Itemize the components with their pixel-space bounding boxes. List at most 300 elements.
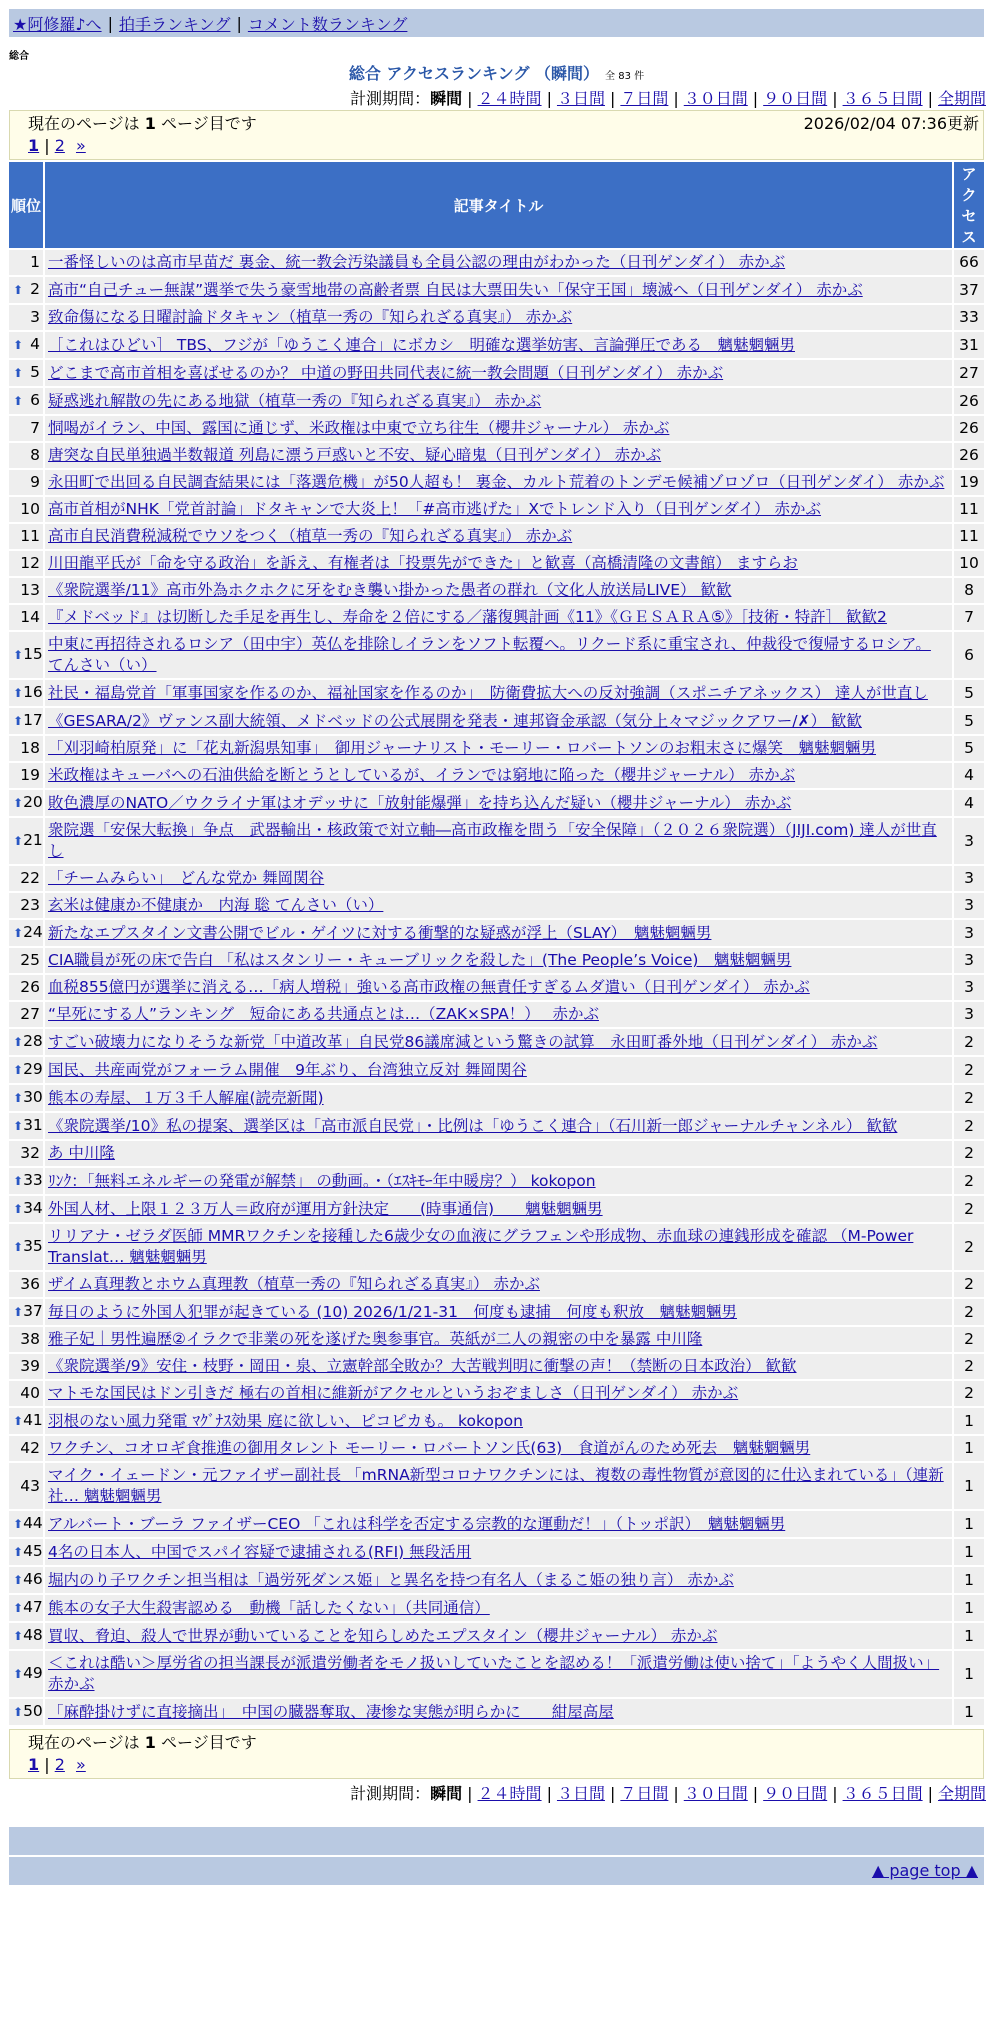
rank-number: 12: [20, 554, 40, 572]
access-count: 1: [954, 1699, 984, 1725]
rank-cell: [9, 948, 43, 973]
rank-cell: [9, 1354, 43, 1379]
table-row: [9, 416, 984, 441]
article-link[interactable]: 高市自民消費税減税でウソをつく（植草一秀の『知られざる真実』） 赤かぶ: [48, 527, 573, 545]
period-separator: |: [832, 89, 838, 108]
article-link[interactable]: マイク・イェードン・元ファイザー副社長 「mRNA新型コロナワクチンには、複数の毒性物質が意図的に仕込まれている」（連新社… 魑魅魍魎男: [48, 1466, 944, 1505]
up-arrow-icon: ⬆: [13, 1573, 24, 1587]
title-cell: [45, 416, 952, 441]
up-arrow-icon: ⬆: [13, 1517, 24, 1531]
rank-number: 13: [20, 581, 40, 599]
access-count: 1: [954, 1623, 984, 1649]
article-link[interactable]: 《衆院選挙/10》私の提案、選挙区は「高市派自民党」・比例は「ゆうこく連合」（石川新一郎ジャーナルチャンネル） 歓歓: [48, 1116, 898, 1135]
title-cell: [45, 277, 952, 303]
access-count: 27: [954, 360, 984, 386]
title-cell: [45, 1511, 952, 1537]
table-row: [9, 632, 984, 678]
article-link[interactable]: 致命傷になる日曜討論ドタキャン（植草一秀の『知られざる真実』） 赤かぶ: [48, 308, 573, 326]
table-row: [9, 388, 984, 414]
title-header: 記事タイトル: [45, 162, 952, 248]
title-cell: [45, 250, 952, 275]
rank-number: 28: [23, 1032, 43, 1050]
title-cell: [45, 1381, 952, 1406]
access-count: 2: [954, 1085, 984, 1111]
period-option[interactable]: 全期間: [937, 89, 986, 108]
period-option[interactable]: ３６５日間: [842, 89, 923, 108]
access-count: 3: [954, 948, 984, 973]
rank-cell: [9, 1002, 43, 1027]
access-count: 3: [954, 975, 984, 1000]
rank-cell: [9, 470, 43, 495]
period-option[interactable]: ２４時間: [477, 89, 542, 108]
rank-cell: [9, 632, 43, 678]
title-cell: [45, 443, 952, 468]
title-cell: [45, 736, 952, 761]
article-link[interactable]: 永田町で出回る自民調査結果には「落選危機」が50人超も！ 裏金、カルト荒着のトンデモ候補ゾロゾロ（日刊ゲンダイ） 赤かぶ: [48, 473, 945, 491]
article-link[interactable]: 唐突な自民単独過半数報道 列島に漂う戸惑いと不安、疑心暗鬼（日刊ゲンダイ） 赤かぶ: [48, 446, 662, 464]
table-row: [9, 305, 984, 330]
article-link[interactable]: 高市“自己チュー無謀”選挙で失う豪雪地帯の高齢者票 自民は大票田失い「保守王国」壊滅へ（日刊ゲンダイ） 赤かぶ: [48, 280, 863, 299]
article-link[interactable]: 中東に再招待されるロシア（田中宇）英仏を排除しイランをソフト転覆へ。リクード系に重宝され、仲裁役で復帰するロシア。 てんさい（い）: [48, 635, 931, 674]
title-cell: [45, 1595, 952, 1621]
rank-cell: [9, 1113, 43, 1139]
home-link[interactable]: ★阿修羅♪へ: [13, 14, 102, 34]
access-count: 2: [954, 1141, 984, 1166]
title-cell: [45, 632, 952, 678]
article-link[interactable]: 社民・福島党首「軍事国家を作るのか、福祉国家を作るのか」 防衛費拡大への反対強調（スポニチアネックス） 達人が世直し: [48, 683, 928, 702]
table-row: [9, 866, 984, 891]
period-separator: |: [467, 89, 473, 108]
table-row: [9, 1196, 984, 1222]
article-link[interactable]: 国民、共産両党がフォーラム開催 9年ぶり、台湾独立反対 舞岡関谷: [48, 1060, 527, 1079]
article-link[interactable]: 「刈羽崎柏原発」に「花丸新潟県知事」 御用ジャーナリスト・モーリー・ロバートソンのお粗末さに爆笑 魑魅魍魎男: [48, 739, 877, 757]
period-label: 計測期間：: [350, 89, 431, 108]
rank-cell: [9, 1463, 43, 1509]
rank-cell: [9, 578, 43, 603]
article-link[interactable]: 「チームみらい」 どんな党か 舞岡関谷: [48, 869, 325, 887]
rank-number: 46: [23, 1570, 43, 1588]
rank-number: 20: [23, 793, 43, 811]
table-row: [9, 975, 984, 1000]
access-count: 1: [954, 1539, 984, 1565]
period-option: 瞬間: [430, 1784, 463, 1803]
nav-separator: |: [236, 13, 242, 33]
rank-number: 23: [20, 896, 40, 914]
page-2-link[interactable]: 2: [54, 136, 65, 155]
article-link[interactable]: CIA職員が死の床で告白 「私はスタンリー・キューブリックを殺した」(The People’s Voice) 魑魅魍魎男: [48, 951, 792, 969]
table-row: [9, 250, 984, 275]
article-link[interactable]: 羽根のない風力発電 ﾏｸﾞﾅｽ効果 庭に欲しい、ピコピカも。 kokopon: [48, 1411, 523, 1430]
title-cell: [45, 360, 952, 386]
title-cell: [45, 388, 952, 414]
up-arrow-icon: ⬆: [13, 1174, 24, 1188]
section-label: 総合: [9, 51, 29, 62]
period-selector-bottom: [0, 1783, 993, 1805]
up-arrow-icon: ⬆: [13, 834, 24, 848]
access-count: 2: [954, 1299, 984, 1325]
access-count: 2: [954, 1272, 984, 1297]
title-cell: [45, 1699, 952, 1725]
access-count: 37: [954, 277, 984, 303]
up-arrow-icon: ⬆: [13, 338, 24, 352]
rank-number: 42: [20, 1439, 40, 1457]
title-cell: [45, 305, 952, 330]
table-row: [9, 1567, 984, 1593]
up-arrow-icon: ⬆: [13, 648, 24, 662]
article-link[interactable]: 《衆院選挙/9》安住・枝野・岡田・泉、立憲幹部全敗か？大苦戦判明に衝撃の声！（禁断の日本政治） 歓歓: [48, 1357, 797, 1375]
rank-number: 41: [23, 1411, 43, 1429]
rank-number: 36: [20, 1275, 40, 1293]
period-separator: |: [609, 89, 616, 108]
table-row: [9, 470, 984, 495]
article-link[interactable]: 《衆院選挙/11》高市外為ホクホクに牙をむき襲い掛かった愚者の群れ（文化人放送局LIVE） 歓歓: [48, 581, 732, 599]
rank-cell: [9, 893, 43, 918]
rank-number: 10: [20, 500, 40, 518]
title-cell: [45, 1141, 952, 1166]
table-row: [9, 1408, 984, 1434]
access-count: 1: [954, 1436, 984, 1461]
title-cell: [45, 1623, 952, 1649]
rank-number: 26: [20, 978, 40, 996]
table-row: [9, 920, 984, 946]
up-arrow-icon: ⬆: [13, 1705, 24, 1719]
article-link[interactable]: 『メドベッド』は切断した手足を再生し、寿命を２倍にする／藩復興計画《11》《ＧＥＳＡＲＡ⑤》［技術・特許］ 歓歓2: [48, 608, 887, 626]
period-separator: |: [467, 1784, 473, 1803]
article-link[interactable]: 疑惑逃れ解散の先にある地獄（植草一秀の『知られざる真実』） 赤かぶ: [48, 391, 542, 410]
page-top-bar: [9, 1857, 984, 1885]
up-arrow-icon: ⬆: [13, 1063, 24, 1077]
access-count: 33: [954, 305, 984, 330]
title-cell: [45, 1408, 952, 1434]
title-cell: [45, 578, 952, 603]
title-cell: [45, 1539, 952, 1565]
title-cell: [45, 551, 952, 576]
article-link[interactable]: すごい破壊力になりそうな新党「中道改革」自民党86議席減という驚きの試算 永田町番外地（日刊ゲンダイ） 赤かぶ: [48, 1032, 878, 1051]
page-status-box-bottom: [9, 1729, 984, 1779]
rank-cell: [9, 680, 43, 706]
article-link[interactable]: ﾘﾝｸ：「無料エネルギーの発電が解禁」 の動画。・（ｴｽｷﾓｰ年中暖房？） kokopon: [48, 1171, 596, 1190]
article-link[interactable]: どこまで高市首相を喜ばせるのか？ 中道の野田共同代表に統一教会問題（日刊ゲンダイ） 赤かぶ: [48, 363, 724, 382]
period-separator: |: [752, 89, 759, 108]
pagination: 1 | 2 »: [28, 1755, 86, 1774]
table-row: [9, 736, 984, 761]
rank-cell: [9, 1029, 43, 1055]
rank-cell: [9, 1168, 43, 1194]
rank-cell: [9, 1436, 43, 1461]
up-arrow-icon: ⬆: [13, 394, 24, 408]
rank-header: 順位: [9, 162, 43, 248]
title-cell: [45, 470, 952, 495]
clap-ranking-link[interactable]: 拍手ランキング: [118, 14, 231, 34]
up-arrow-icon: ⬆: [13, 1202, 24, 1216]
top-nav: [9, 9, 984, 37]
access-count: 5: [954, 736, 984, 761]
rank-number: 33: [23, 1171, 43, 1189]
period-option: 瞬間: [430, 89, 463, 108]
rank-cell: [9, 416, 43, 441]
rank-number: 37: [23, 1302, 43, 1320]
period-option[interactable]: ７日間: [620, 89, 669, 108]
rank-number: 5: [30, 363, 40, 381]
period-option[interactable]: ７日間: [620, 1784, 669, 1803]
rank-number: 34: [23, 1199, 43, 1217]
article-link[interactable]: 一番怪しいのは高市早苗だ 裏金、統一教会汚染議員も全員公認の理由がわかった（日刊ゲンダイ） 赤かぶ: [48, 253, 786, 271]
table-row: [9, 893, 984, 918]
article-link[interactable]: 玄米は健康か不健康か 内海 聡 てんさい（い）: [48, 896, 384, 914]
article-link[interactable]: 新たなエプスタイン文書公開でビル・ゲイツに対する衝撃的な疑惑が浮上（SLAY） 魑魅魍魎男: [48, 923, 712, 942]
access-count: 5: [954, 680, 984, 706]
title-cell: [45, 680, 952, 706]
period-separator: |: [673, 89, 679, 108]
access-count: 2: [954, 1327, 984, 1352]
period-separator: |: [752, 1784, 759, 1803]
access-count: 1: [954, 1408, 984, 1434]
rank-cell: [9, 1327, 43, 1352]
up-arrow-icon: ⬆: [13, 1601, 24, 1615]
article-link[interactable]: 血税855億円が選挙に消える…「病人増税」強いる高市政権の無責任すぎるムダ遣い（日刊ゲンダイ） 赤かぶ: [48, 978, 810, 996]
table-row: [9, 277, 984, 303]
table-row: [9, 1029, 984, 1055]
access-count: 2: [954, 1381, 984, 1406]
table-row: [9, 708, 984, 734]
next-page-link[interactable]: »: [75, 136, 86, 155]
table-row: [9, 818, 984, 864]
access-count: 7: [954, 605, 984, 630]
access-count: 3: [954, 920, 984, 946]
rank-cell: [9, 388, 43, 414]
rank-cell: [9, 497, 43, 522]
rank-number: 35: [23, 1237, 43, 1255]
page-title-row: [0, 61, 993, 84]
rank-number: 32: [20, 1144, 40, 1162]
article-link[interactable]: 衆院選「安保大転換」争点 武器輸出・核政策で対立軸―高市政権を問う「安全保障」（２０２６衆院選）（JIJI.com) 達人が世直し: [48, 821, 937, 860]
updated-time: 2026/02/04 07:36更新: [803, 114, 979, 133]
article-link[interactable]: アルバート・ブーラ ファイザーCEO 「これは科学を否定する宗教的な運動だ！」（トッポ訳） 魑魅魍魎男: [48, 1514, 786, 1533]
rank-cell: [9, 1224, 43, 1270]
article-link[interactable]: 敗色濃厚のNATO／ウクライナ軍はオデッサに「放射能爆弾」を持ち込んだ疑い（櫻井ジャーナル） 赤かぶ: [48, 793, 792, 812]
rank-cell: [9, 305, 43, 330]
rank-number: 11: [20, 527, 40, 545]
table-row: [9, 1085, 984, 1111]
rank-number: 4: [30, 335, 40, 353]
rank-cell: [9, 1567, 43, 1593]
article-link[interactable]: 「麻酔掛けずに直接摘出」 中国の臓器奪取、凄惨な実態が明らかに 紺屋高屋: [48, 1702, 614, 1721]
rank-number: 39: [20, 1357, 40, 1375]
title-cell: [45, 948, 952, 973]
period-separator: |: [927, 1784, 933, 1803]
rank-cell: [9, 1623, 43, 1649]
access-count: 26: [954, 388, 984, 414]
title-cell: [45, 818, 952, 864]
access-count: 1: [954, 1463, 984, 1509]
access-count: 2: [954, 1113, 984, 1139]
article-link[interactable]: あ 中川隆: [48, 1144, 115, 1162]
rank-number: 31: [23, 1116, 43, 1134]
table-row: [9, 948, 984, 973]
article-link[interactable]: 米政権はキューバへの石油供給を断とうとしているが、イランでは窮地に陥った（櫻井ジャーナル） 赤かぶ: [48, 766, 796, 784]
title-cell: [45, 1057, 952, 1083]
table-row: [9, 332, 984, 358]
up-arrow-icon: ⬆: [13, 1091, 24, 1105]
total-count: 全 83 件: [605, 71, 645, 82]
rank-number: 14: [20, 608, 40, 626]
next-page-link[interactable]: »: [75, 1755, 86, 1774]
article-link[interactable]: リリアナ・ゼラダ医師 MMRワクチンを接種した6歳少女の血液にグラフェンや形成物、赤血球の連銭形成を確認 （M-Power Translat… 魑魅魍魎男: [48, 1227, 914, 1266]
period-separator: |: [832, 1784, 838, 1803]
title-cell: [45, 1085, 952, 1111]
rank-number: 49: [23, 1664, 43, 1682]
page-status: 現在のページは 1 ページ目です: [28, 1733, 257, 1752]
period-option[interactable]: ３日間: [556, 1784, 605, 1803]
access-count: 19: [954, 470, 984, 495]
access-count: 3: [954, 1002, 984, 1027]
rank-cell: [9, 818, 43, 864]
rank-number: 45: [23, 1542, 43, 1560]
rank-cell: [9, 443, 43, 468]
article-link[interactable]: 4名の日本人、中国でスパイ容疑で逮捕される(RFI) 無段活用: [48, 1542, 472, 1561]
rank-cell: [9, 250, 43, 275]
table-row: [9, 1623, 984, 1649]
rank-cell: [9, 1299, 43, 1325]
access-count: 1: [954, 1511, 984, 1537]
table-row: [9, 1354, 984, 1379]
rank-cell: [9, 332, 43, 358]
article-link[interactable]: マトモな国民はドン引きだ 極右の首相に維新がアクセルというおぞましさ（日刊ゲンダイ） 赤かぶ: [48, 1384, 739, 1402]
up-arrow-icon: ⬆: [13, 1667, 24, 1681]
rank-cell: [9, 736, 43, 761]
rank-cell: [9, 1196, 43, 1222]
footer-bar: [9, 1827, 984, 1855]
title-cell: [45, 1354, 952, 1379]
title-cell: [45, 1299, 952, 1325]
table-row: [9, 1511, 984, 1537]
article-link[interactable]: 《GESARA/2》ヴァンス副大統領、メドベッドの公式展開を発表・連邦資金承認（気分上々マジックアワー/✗） 歓歓: [48, 711, 862, 730]
table-row: [9, 1057, 984, 1083]
article-link[interactable]: 毎日のように外国人犯罪が起きている (10) 2026/1/21-31 何度も逮捕 何度も釈放 魑魅魍魎男: [48, 1302, 737, 1321]
table-row: [9, 680, 984, 706]
access-count: 66: [954, 250, 984, 275]
article-link[interactable]: ［これはひどい］ TBS、フジが「ゆうこく連合」にボカシ 明確な選挙妨害、言論弾圧である 魑魅魍魎男: [48, 335, 795, 354]
title-cell: [45, 1567, 952, 1593]
up-arrow-icon: ⬆: [13, 1305, 24, 1319]
title-cell: [45, 1113, 952, 1139]
period-option[interactable]: 全期間: [937, 1784, 986, 1803]
table-row: [9, 1595, 984, 1621]
rank-cell: [9, 790, 43, 816]
period-option[interactable]: ９０日間: [763, 1784, 828, 1803]
rank-number: 15: [23, 645, 43, 663]
period-separator: |: [546, 1784, 552, 1803]
article-link[interactable]: 雅子妃｜男性遍歴②イラクで非業の死を遂げた奥参事官。英紙が二人の親密の中を暴露 中川隆: [48, 1330, 703, 1348]
period-option[interactable]: ２４時間: [477, 1784, 542, 1803]
article-link[interactable]: 買収、脅迫、殺人で世界が動いていることを知らしめたエプスタイン（櫻井ジャーナル） 赤かぶ: [48, 1626, 718, 1645]
table-row: [9, 763, 984, 788]
nav-separator: |: [107, 13, 113, 33]
period-option[interactable]: ３０日間: [683, 1784, 748, 1803]
table-row: [9, 1224, 984, 1270]
title-cell: [45, 763, 952, 788]
rank-number: 8: [30, 446, 40, 464]
comment-ranking-link[interactable]: コメント数ランキング: [247, 14, 408, 34]
rank-number: 22: [20, 869, 40, 887]
rank-number: 16: [23, 683, 43, 701]
access-count: 4: [954, 763, 984, 788]
article-link[interactable]: 川田龍平氏が「命を守る政治」を訴え、有権者は「投票先ができた」と歓喜（高橋清隆の文書館） ますらお: [48, 554, 798, 572]
page-status-box-top: [9, 110, 984, 160]
access-count: 4: [954, 790, 984, 816]
article-link[interactable]: 熊本の寿屋、１万３千人解雇(読売新聞): [48, 1088, 324, 1107]
rank-number: 29: [23, 1060, 43, 1078]
rank-number: 38: [20, 1330, 40, 1348]
article-link[interactable]: ワクチン、コオロギ食推進の御用タレント モーリー・ロバートソン氏(63) 食道がんのため死去 魑魅魍魎男: [48, 1439, 811, 1457]
up-arrow-icon: ⬆: [13, 1119, 24, 1133]
access-count: 10: [954, 551, 984, 576]
page-title: 総合 アクセスランキング （瞬間）: [348, 64, 600, 83]
table-row: [9, 1699, 984, 1725]
rank-cell: [9, 1699, 43, 1725]
up-arrow-icon: ⬆: [13, 926, 24, 940]
up-arrow-icon: ⬆: [13, 686, 24, 700]
period-separator: |: [546, 89, 552, 108]
title-cell: [45, 497, 952, 522]
period-label: 計測期間：: [350, 1784, 431, 1803]
table-row: [9, 1168, 984, 1194]
rank-number: 50: [23, 1702, 43, 1720]
title-cell: [45, 524, 952, 549]
access-count: 2: [954, 1354, 984, 1379]
article-link[interactable]: 熊本の女子大生殺害認める 動機「話したくない」（共同通信）: [48, 1598, 490, 1617]
period-separator: |: [609, 1784, 616, 1803]
page-2-link[interactable]: 2: [54, 1755, 65, 1774]
page-1-link[interactable]: 1: [28, 136, 40, 155]
page-top-link[interactable]: ▲ page top ▲: [871, 1861, 978, 1880]
title-cell: [45, 605, 952, 630]
period-option[interactable]: ３０日間: [683, 89, 748, 108]
up-arrow-icon: ⬆: [13, 1240, 24, 1254]
article-link[interactable]: ザイム真理教とホウム真理教（植草一秀の『知られざる真実』） 赤かぶ: [48, 1275, 540, 1293]
title-cell: [45, 975, 952, 1000]
table-row: [9, 1113, 984, 1139]
rank-number: 27: [20, 1005, 40, 1023]
article-link[interactable]: ＜これは酷い＞厚労省の担当課長が派遣労働者をモノ扱いしていたことを認める！「派遣労働は使い捨て」「ようやく人間扱い」 赤かぶ: [48, 1654, 940, 1693]
period-option[interactable]: ３６５日間: [842, 1784, 923, 1803]
title-cell: [45, 1463, 952, 1509]
article-link[interactable]: 高市首相がNHK「党首討論」ドタキャンで大炎上！「#高市逃げた」Xでトレンド入り（日刊ゲンダイ） 赤かぶ: [48, 500, 822, 518]
rank-cell: [9, 975, 43, 1000]
table-row: [9, 1327, 984, 1352]
period-separator: |: [673, 1784, 679, 1803]
up-arrow-icon: ⬆: [13, 1545, 24, 1559]
period-selector-top: [0, 88, 993, 110]
article-link[interactable]: 恫喝がイラン、中国、露国に通じず、米政権は中東で立ち往生（櫻井ジャーナル） 赤かぶ: [48, 419, 670, 437]
table-row: [9, 1436, 984, 1461]
table-row: [9, 1002, 984, 1027]
article-link[interactable]: 堀内のり子ワクチン担当相は「過労死ダンス姫」と異名を持つ有名人（まるこ姫の独り言） 赤かぶ: [48, 1570, 734, 1589]
title-cell: [45, 1002, 952, 1027]
table-row: [9, 1651, 984, 1697]
title-cell: [45, 332, 952, 358]
access-count: 11: [954, 524, 984, 549]
article-link[interactable]: “早死にする人”ランキング 短命にある共通点とは…（ZAK×SPA！） 赤かぶ: [48, 1005, 599, 1023]
period-option[interactable]: ３日間: [556, 89, 605, 108]
title-cell: [45, 1224, 952, 1270]
rank-cell: [9, 1511, 43, 1537]
period-option[interactable]: ９０日間: [763, 89, 828, 108]
rank-cell: [9, 1651, 43, 1697]
up-arrow-icon: ⬆: [13, 1035, 24, 1049]
article-link[interactable]: 外国人材、上限１２３万人＝政府が運用方針決定 (時事通信) 魑魅魍魎男: [48, 1199, 603, 1218]
page-1-link[interactable]: 1: [28, 1755, 40, 1774]
